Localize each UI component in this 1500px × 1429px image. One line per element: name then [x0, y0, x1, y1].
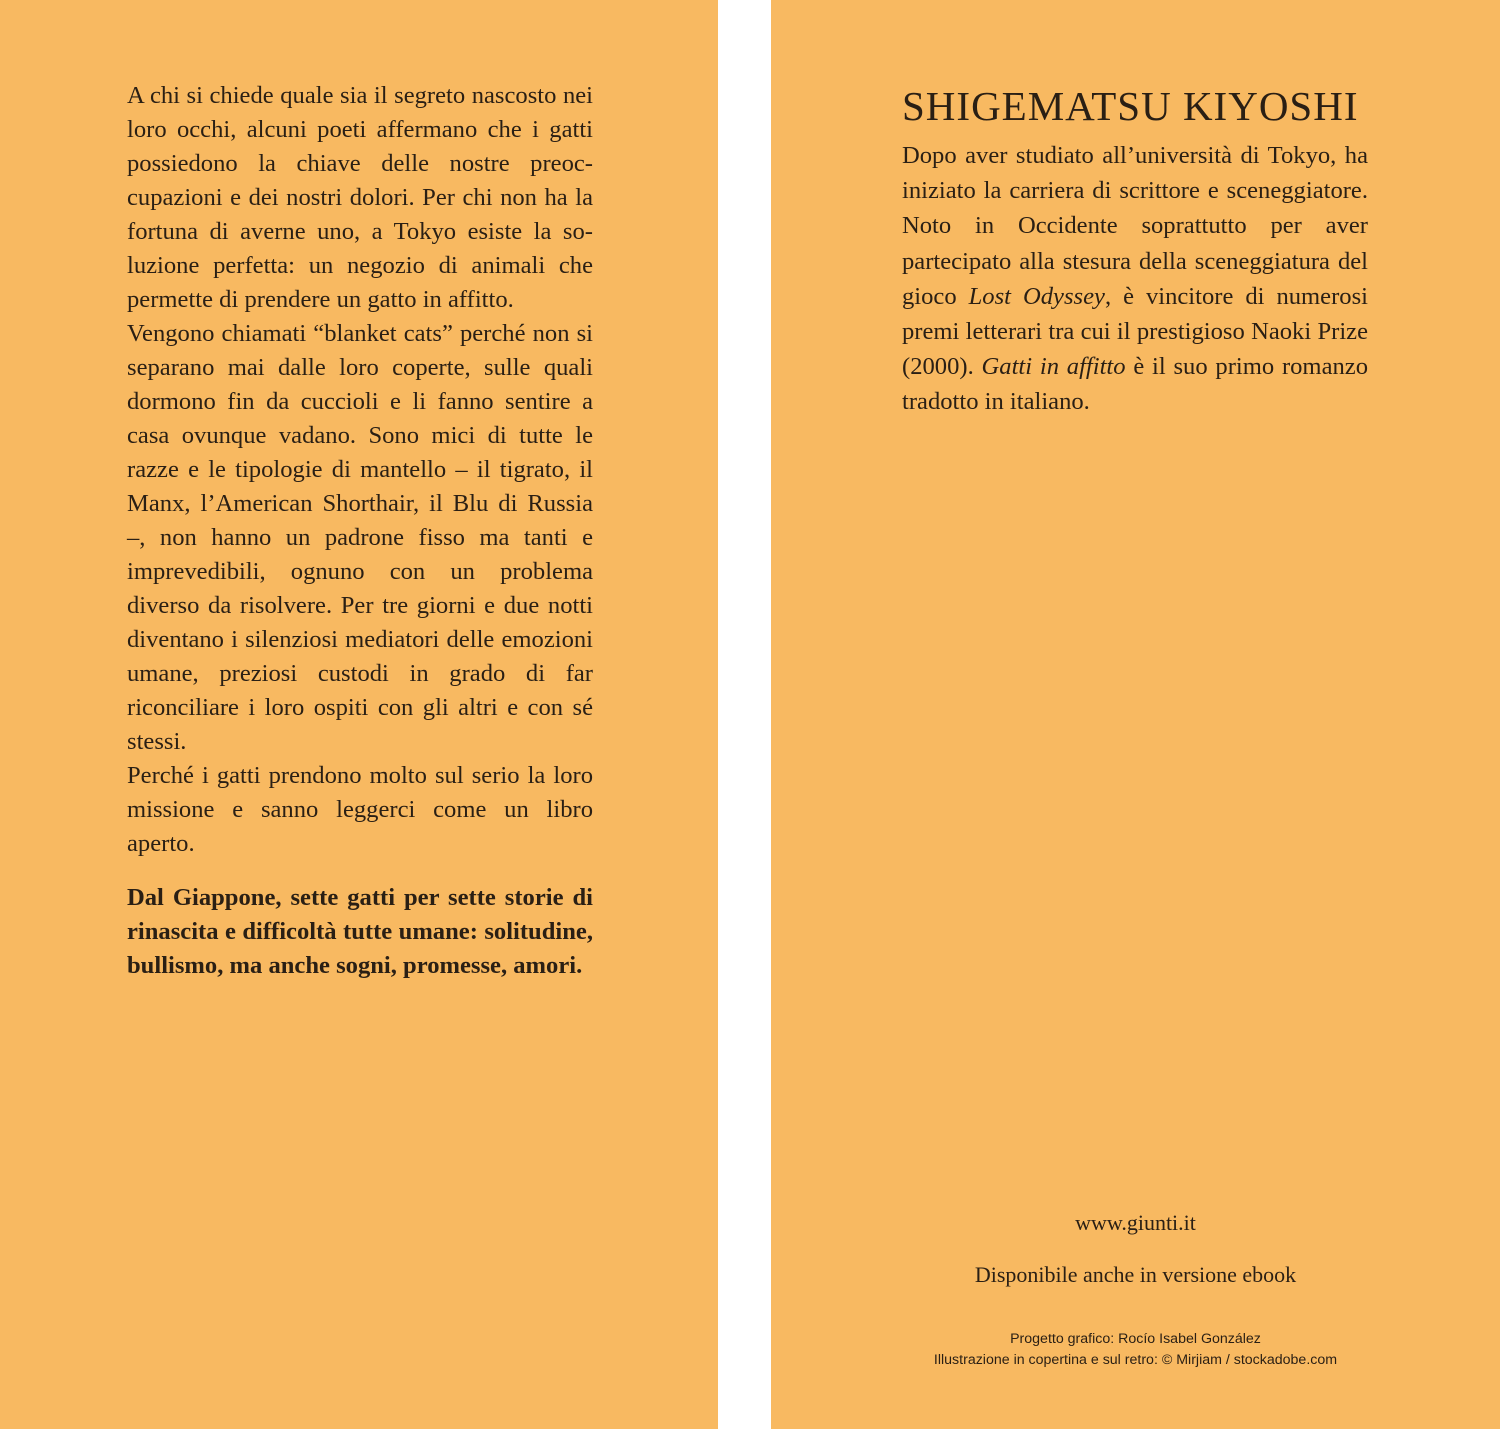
bio-text-3: è il suo primo romanzo tradotto in italiano.: [902, 353, 1368, 416]
author-bio: [902, 138, 1368, 420]
blurb-paragraph-1: A chi si chiede quale sia il segreto nascosto nei loro occhi, alcuni poeti affermano che i gatti possiedono la chiave delle nostre preoccupazioni e dei nostri dolori. Per chi non ha la fortuna di averne uno, a Tokyo esiste la soluzione perfetta: un negozio di animali che permette di prendere un gatto in affitto.: [127, 82, 593, 313]
ebook-availability-note: Disponibile anche in versione ebook: [974, 1262, 1297, 1287]
bio-text-2: , è vincitore di numerosi premi letterari tra cui il prestigioso Naoki Prize (2000).: [902, 282, 1368, 381]
design-credits: [771, 1329, 1500, 1371]
bio-text-1: Dopo aver studiato all’università di Tokyo, ha iniziato la carriera di scrittore e sceneggiatore. Noto in Occidente soprattutto per aver partecipato alla stesura della sceneggiatura del gioco: [902, 142, 1368, 310]
blurb-tagline: Dal Giappone, sette gatti per sette storie di rinascita e difficoltà tutte umane: solitudine, bullismo, ma anche sogni, promesse, amori.: [127, 884, 593, 979]
publisher-website: www.giunti.it: [1075, 1210, 1196, 1235]
blurb-paragraph-2: Vengono chiamati “blanket cats” perché non si separano mai dalle loro coperte, sulle quali dormono fin da cuccioli e li fanno sentire a casa ovunque vadano. Sono mici di tutte le razze e le tipologie di mantello – il tigrato, il Manx, l’American Shorthair, il Blu di Russia –, non hanno un padrone fisso ma tanti e imprevedibili, ognuno con un problema diverso da risolvere. Per tre giorni e due notti diventano i silenziosi mediatori delle emozioni umane, preziosi custodi in grado di far riconciliare i loro ospiti con gli altri e con sé stessi.: [127, 320, 593, 755]
credit-line-illustration: Illustrazione in copertina e sul retro: © Mirjiam / stockadobe.com: [933, 1352, 1338, 1368]
blurb-text: [127, 79, 593, 983]
credit-line-design: Progetto grafico: Rocío Isabel González: [1010, 1331, 1261, 1347]
blurb-paragraph-3: Perché i gatti prendono molto sul serio la loro missione e sanno leggerci come un libro aperto.: [127, 762, 593, 857]
bio-book-title: Gatti in affitto: [981, 353, 1126, 381]
author-flap-panel: [771, 0, 1500, 1429]
back-cover-panel: [0, 0, 718, 1429]
bio-game-title: Lost Odyssey: [968, 282, 1105, 310]
author-name: SHIGEMATSU KIYOSHI: [902, 83, 1359, 129]
